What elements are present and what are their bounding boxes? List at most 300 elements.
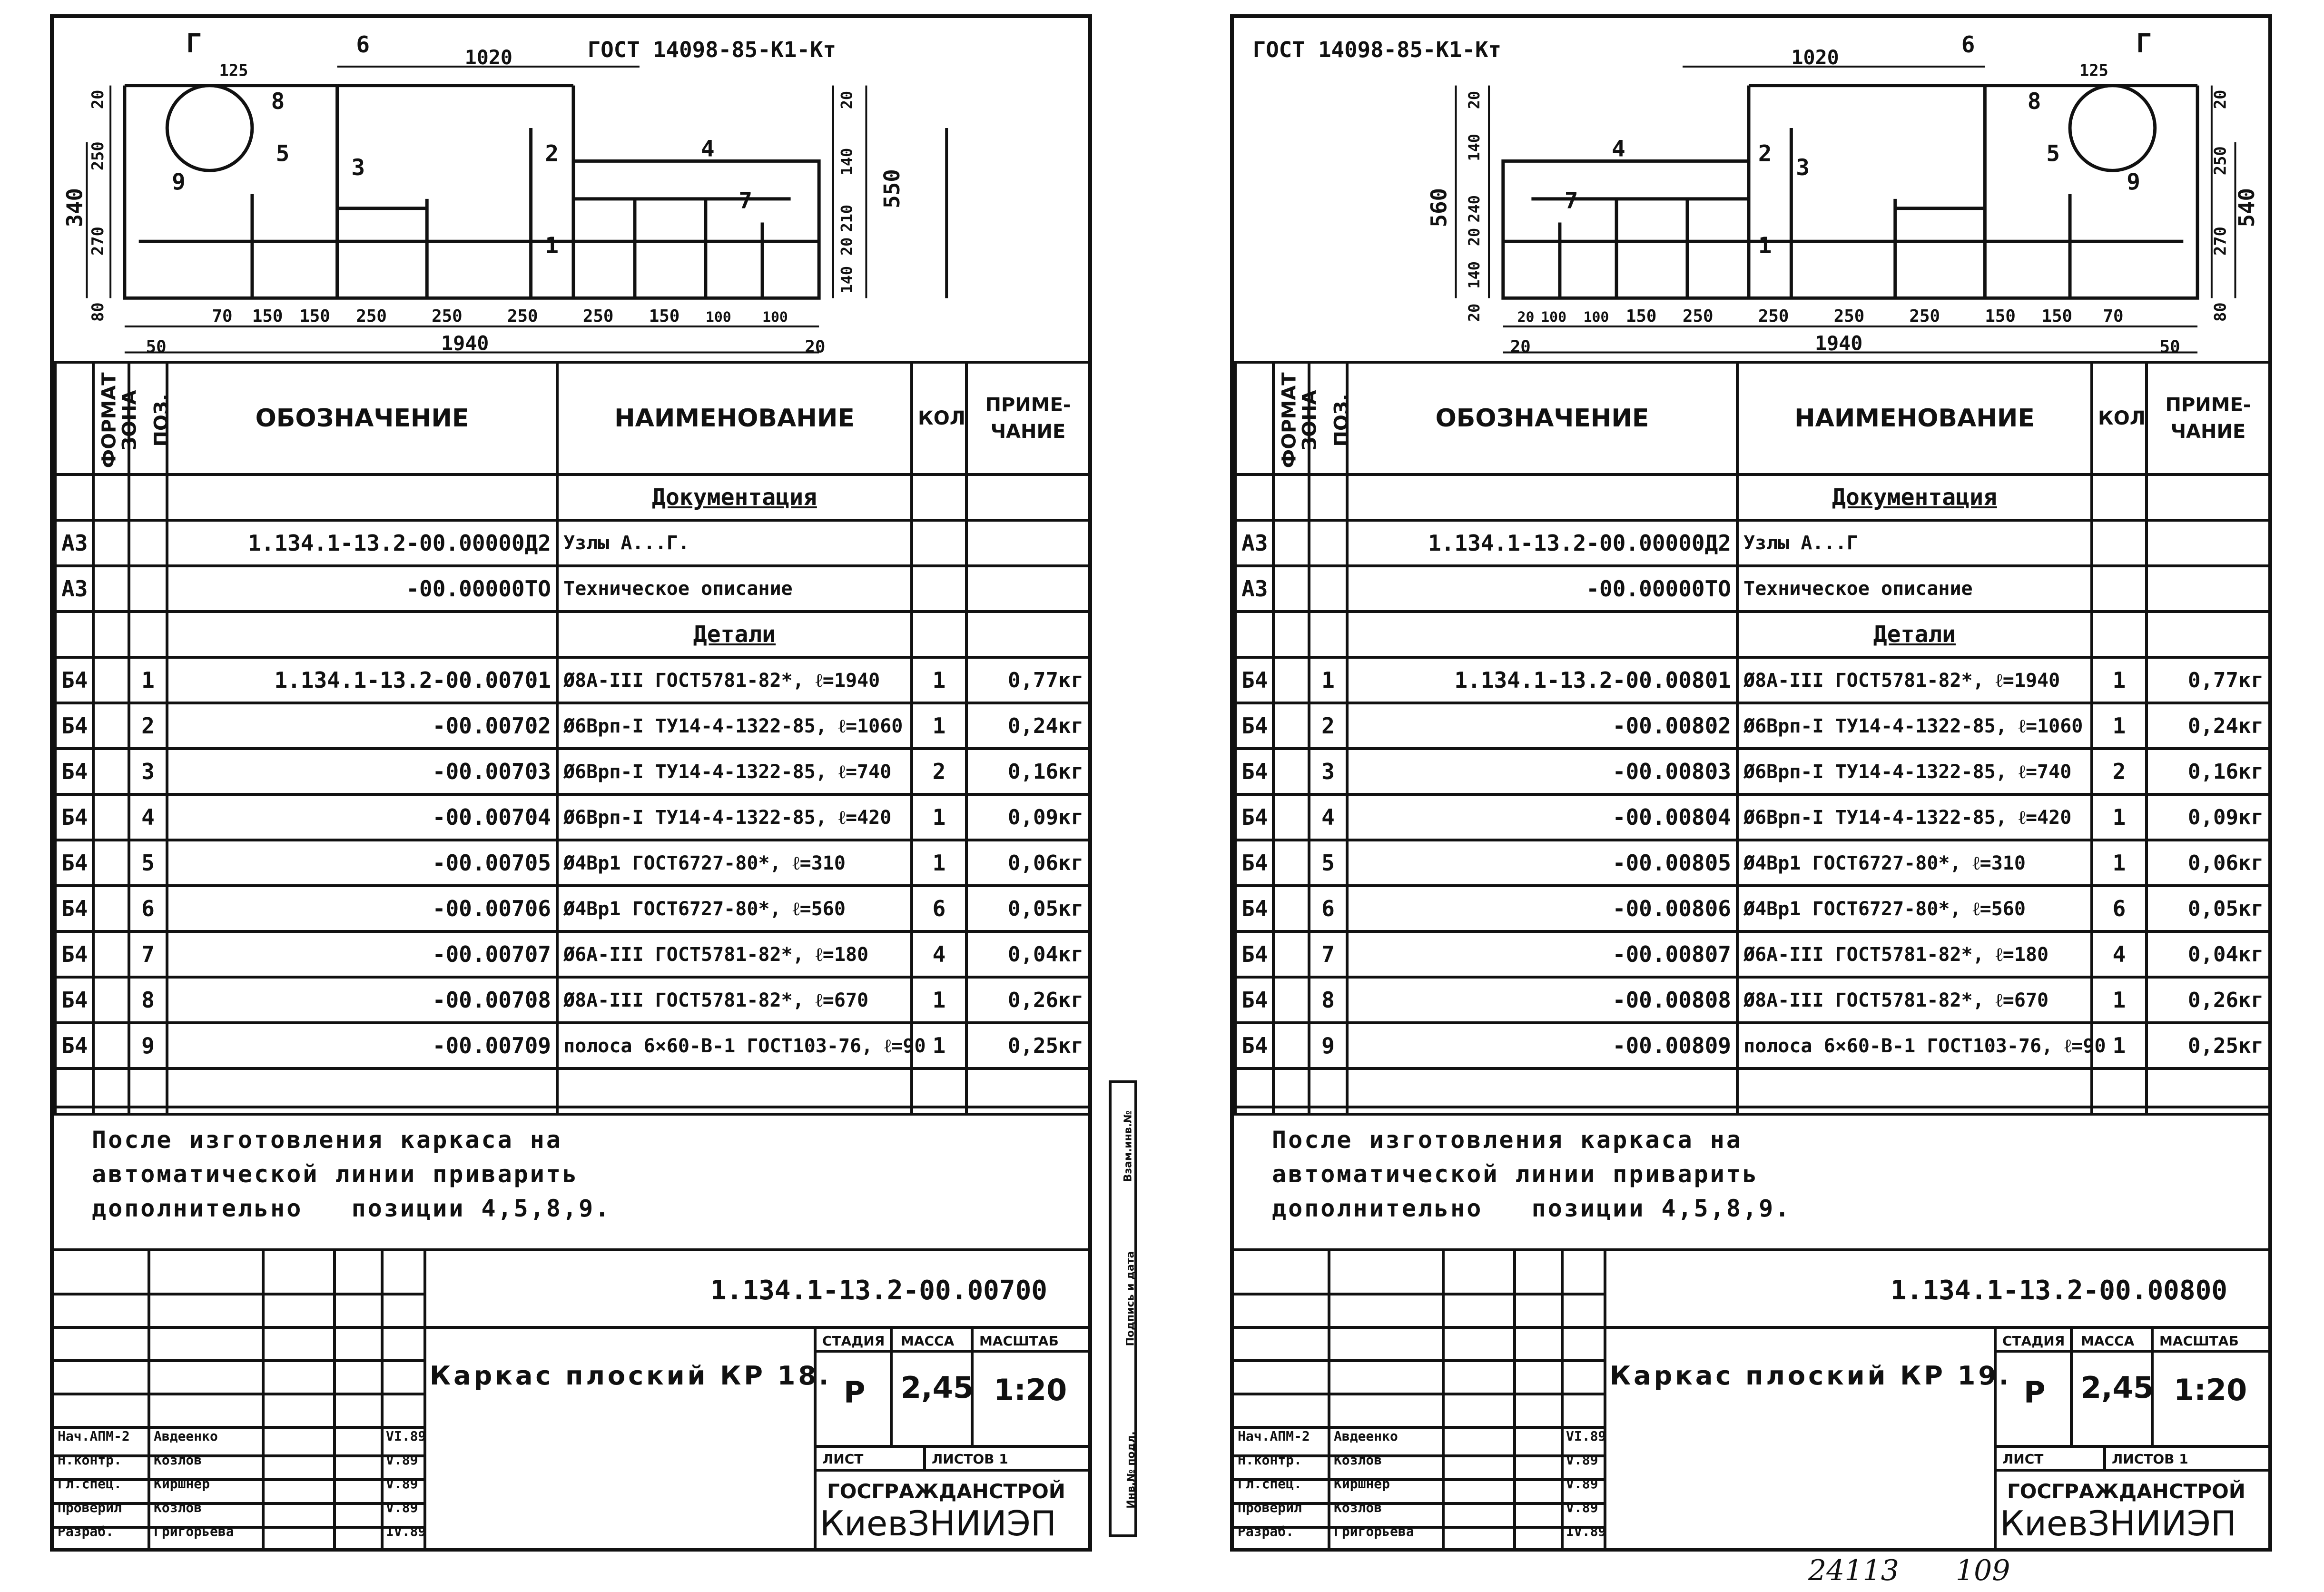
signer-role: Проверил: [1238, 1500, 1302, 1515]
table-row: [55, 794, 1090, 840]
stamp-label: Подпись и дата: [1124, 1251, 1137, 1346]
signer-date: V.89: [1566, 1452, 1598, 1468]
cell-note: 0,05кг: [966, 886, 1090, 931]
signer-role: Гл.спец.: [1238, 1476, 1302, 1492]
cell-count: [2092, 612, 2147, 657]
cell-name: Ø6Врп-I ТУ14-4-1322-85, ℓ=740: [557, 749, 912, 794]
table-header-row: [1235, 362, 2270, 475]
signer-name: Авдеенко: [154, 1428, 218, 1444]
dim-bottom: 250: [1758, 306, 1789, 326]
table-row: [1235, 703, 2270, 749]
signer-date: V.89: [386, 1500, 418, 1515]
table-row: [55, 840, 1090, 886]
dim-20: 20: [805, 337, 826, 357]
dim-right: 20: [838, 91, 856, 109]
cell-name: полоса 6×60-В-1 ГОСТ103-76, ℓ=90: [1737, 1023, 2092, 1068]
cell-position: 5: [129, 840, 167, 886]
cell-count: [912, 520, 966, 566]
dim-bottom: 150: [1625, 306, 1657, 326]
cell-position: 8: [1309, 977, 1347, 1023]
specification-table: [54, 361, 1091, 1116]
cell-name: Техническое описание: [557, 566, 912, 612]
cell-count: [2092, 475, 2147, 520]
cell-note: 0,04кг: [966, 931, 1090, 977]
cell-count: [2092, 520, 2147, 566]
dim-bottom: 100: [705, 308, 731, 326]
dim-125: 125: [2079, 61, 2108, 80]
cell-designation: -00.00808: [1347, 977, 1737, 1023]
cell-designation: -00.00707: [167, 931, 557, 977]
cell-designation: -00.00809: [1347, 1023, 1737, 1068]
dim-bottom: 250: [356, 306, 387, 326]
cell-position: 2: [129, 703, 167, 749]
cell-name: Ø8А-III ГОСТ5781-82*, ℓ=670: [557, 977, 912, 1023]
dim-top-length: 1020: [1791, 45, 1839, 69]
header-count: КОЛ: [912, 362, 966, 475]
cell-format: Б4: [1235, 977, 1273, 1023]
cell-format: [1235, 475, 1273, 520]
position-number: 8: [2027, 89, 2041, 115]
dim-height-left: 340: [62, 188, 88, 227]
dim-bottom: 150: [299, 306, 330, 326]
cell-count: 1: [912, 794, 966, 840]
cell-zone: [93, 566, 129, 612]
position-number: 4: [700, 136, 715, 162]
table-row: [55, 749, 1090, 794]
signer-name: Григорьева: [154, 1523, 234, 1539]
cell-format: Б4: [1235, 1023, 1273, 1068]
cell-note: 0,06кг: [966, 840, 1090, 886]
signer-role: Разраб.: [1238, 1523, 1294, 1539]
header-designation: ОБОЗНАЧЕНИЕ: [1347, 362, 1737, 475]
title-block: [54, 1248, 1088, 1548]
signer-name: Козлов: [1334, 1500, 1382, 1515]
dim-right: 140: [838, 148, 856, 176]
dim-left: 270: [89, 227, 108, 256]
cell-name: Ø6Врп-I ТУ14-4-1322-85, ℓ=420: [557, 794, 912, 840]
signer-date: V.89: [386, 1476, 418, 1492]
cell-name: Ø6Врп-I ТУ14-4-1322-85, ℓ=740: [1737, 749, 2092, 794]
table-row: [1235, 977, 2270, 1023]
position-number: 6: [356, 32, 370, 59]
institute: КиевЗНИИЭП: [2000, 1503, 2237, 1543]
table-row: [1235, 886, 2270, 931]
cell-position: 4: [129, 794, 167, 840]
signer-role: Н.контр.: [58, 1452, 122, 1468]
cell-name: Ø6Врп-I ТУ14-4-1322-85, ℓ=1060: [557, 703, 912, 749]
cell-name: Ø4Вр1 ГОСТ6727-80*, ℓ=560: [557, 886, 912, 931]
document-code: 1.134.1-13.2-00.00700: [710, 1275, 1048, 1306]
cell-zone: [93, 1023, 129, 1068]
cell-note: 0,05кг: [2147, 886, 2270, 931]
specification-body: [1235, 475, 2270, 1114]
frame-elevation: [54, 18, 1088, 361]
cell-count: 2: [2092, 749, 2147, 794]
dim-bottom: 70: [212, 306, 233, 326]
cell-note: 0,24кг: [2147, 703, 2270, 749]
signer-date: IV.89: [1566, 1523, 1606, 1539]
sheets-label: ЛИСТОВ 1: [932, 1451, 1008, 1467]
cell-count: 1: [2092, 657, 2147, 703]
cell-position: [129, 612, 167, 657]
cell-name: Ø6Врп-I ТУ14-4-1322-85, ℓ=420: [1737, 794, 2092, 840]
stage-label: СТАДИЯ: [822, 1333, 885, 1349]
cell-count: [912, 566, 966, 612]
dim-left: 240: [1466, 195, 1484, 223]
signer-date: VI.89: [1566, 1428, 1606, 1444]
header-note: ПРИМЕ- ЧАНИЕ: [966, 362, 1090, 475]
stage-value: Р: [844, 1375, 866, 1410]
signer-name: Григорьева: [1334, 1523, 1414, 1539]
cell-note: [2147, 566, 2270, 612]
cell-zone: [1273, 520, 1309, 566]
cell-count: 4: [2092, 931, 2147, 977]
table-row: [1235, 1023, 2270, 1068]
institute: КиевЗНИИЭП: [820, 1503, 1057, 1543]
cell-designation: -00.00702: [167, 703, 557, 749]
cell-designation: -00.00705: [167, 840, 557, 886]
cell-format: А3: [55, 566, 93, 612]
sheets-label: ЛИСТОВ 1: [2112, 1451, 2188, 1467]
cell-designation: [1347, 612, 1737, 657]
cell-note: 0,09кг: [2147, 794, 2270, 840]
cell-designation: -00.00805: [1347, 840, 1737, 886]
cell-name: Ø4Вр1 ГОСТ6727-80*, ℓ=310: [1737, 840, 2092, 886]
position-number: 2: [545, 140, 559, 167]
dim-height-left: 560: [1426, 188, 1452, 227]
dim-bottom: 100: [1541, 308, 1567, 326]
section-row: [55, 612, 1090, 657]
header-zone: ЗОНА: [93, 362, 129, 475]
dim-left: 140: [1466, 134, 1484, 161]
cell-note: 0,77кг: [2147, 657, 2270, 703]
cell-position: 8: [129, 977, 167, 1023]
cell-designation: -00.00804: [1347, 794, 1737, 840]
cell-zone: [93, 520, 129, 566]
cell-zone: [1273, 703, 1309, 749]
header-format: ФОРМАТ: [55, 362, 93, 475]
table-row: [55, 566, 1090, 612]
header-note: ПРИМЕ- ЧАНИЕ: [2147, 362, 2270, 475]
cell-designation: -00.00709: [167, 1023, 557, 1068]
dim-bottom: 250: [1833, 306, 1865, 326]
cell-format: [55, 612, 93, 657]
section-row: [1235, 475, 2270, 520]
cell-format: А3: [55, 520, 93, 566]
signer-role: Нач.АПМ-2: [1238, 1428, 1310, 1444]
cell-note: 0,04кг: [2147, 931, 2270, 977]
cell-zone: [93, 475, 129, 520]
cell-zone: [1273, 886, 1309, 931]
cell-position: 6: [1309, 886, 1347, 931]
cell-count: 1: [2092, 1023, 2147, 1068]
scale-value: 1:20: [994, 1373, 1067, 1407]
table-row: [55, 931, 1090, 977]
cell-zone: [93, 703, 129, 749]
cell-zone: [93, 840, 129, 886]
document-title: Каркас плоский КР 19.: [1610, 1361, 2012, 1391]
gost-label: ГОСТ 14098-85-К1-Кт: [1252, 37, 1501, 63]
cell-designation: -00.00807: [1347, 931, 1737, 977]
cell-note: [2147, 612, 2270, 657]
cell-name: Документация: [557, 475, 912, 520]
table-row: [1235, 749, 2270, 794]
cell-designation: -00.00706: [167, 886, 557, 931]
cell-position: 3: [129, 749, 167, 794]
signer-name: Козлов: [1334, 1452, 1382, 1468]
specification-table: [1234, 361, 2271, 1116]
cell-position: [129, 520, 167, 566]
fabrication-note: После изготовления каркаса на автоматической линии приварить дополнительно позиции 4,5,8,9.: [1272, 1126, 1792, 1222]
table-row: [55, 703, 1090, 749]
position-number: 3: [351, 155, 365, 181]
cell-name: полоса 6×60-В-1 ГОСТ103-76, ℓ=90: [557, 1023, 912, 1068]
cell-format: Б4: [1235, 931, 1273, 977]
organization: ГОСГРАЖДАНСТРОЙ: [827, 1480, 1065, 1503]
cell-count: 1: [912, 703, 966, 749]
dim-bottom: 20: [1517, 308, 1535, 326]
stage-value: Р: [2024, 1375, 2046, 1410]
cell-count: 1: [2092, 794, 2147, 840]
cell-zone: [93, 657, 129, 703]
cell-format: Б4: [55, 794, 93, 840]
cell-count: 1: [912, 977, 966, 1023]
cell-note: 0,06кг: [2147, 840, 2270, 886]
cell-designation: -00.00803: [1347, 749, 1737, 794]
table-row: [55, 520, 1090, 566]
cell-format: Б4: [55, 657, 93, 703]
stamp-label: Инв.№ подл.: [1125, 1431, 1137, 1509]
dim-20: 20: [1510, 337, 1531, 357]
dim-left: 20: [1466, 227, 1484, 247]
cell-position: 1: [129, 657, 167, 703]
dim-bottom: 250: [582, 306, 614, 326]
node-label: Г: [186, 28, 202, 59]
sheet-label: ЛИСТ: [2002, 1451, 2044, 1467]
fabrication-note: После изготовления каркаса на автоматической линии приварить дополнительно позиции 4,5,8,9.: [92, 1126, 611, 1222]
position-number: 7: [1564, 188, 1578, 214]
cell-format: Б4: [55, 977, 93, 1023]
dim-height-right: 540: [2234, 188, 2260, 227]
cell-note: 0,26кг: [2147, 977, 2270, 1023]
cell-position: [1309, 475, 1347, 520]
cell-designation: -00.00802: [1347, 703, 1737, 749]
cell-position: [1309, 612, 1347, 657]
cell-position: [1309, 520, 1347, 566]
dim-left: 140: [1466, 261, 1484, 289]
position-number: 9: [172, 169, 186, 196]
cell-designation: 1.134.1-13.2-00.00000Д2: [1347, 520, 1737, 566]
cell-name: Ø4Вр1 ГОСТ6727-80*, ℓ=560: [1737, 886, 2092, 931]
cell-designation: 1.134.1-13.2-00.00000Д2: [167, 520, 557, 566]
cell-note: 0,24кг: [966, 703, 1090, 749]
header-name: НАИМЕНОВАНИЕ: [1737, 362, 2092, 475]
dim-right: 140: [838, 266, 856, 294]
dim-bottom: 250: [507, 306, 538, 326]
cell-designation: -00.00704: [167, 794, 557, 840]
cell-name: Ø8А-III ГОСТ5781-82*, ℓ=670: [1737, 977, 2092, 1023]
stamp-label: Взам.инв.№: [1122, 1110, 1134, 1182]
signer-date: IV.89: [386, 1523, 426, 1539]
cell-name: Техническое описание: [1737, 566, 2092, 612]
cell-position: 2: [1309, 703, 1347, 749]
document-code: 1.134.1-13.2-00.00800: [1891, 1275, 2228, 1306]
cell-name: Узлы А...Г.: [557, 520, 912, 566]
dim-top-length: 1020: [464, 45, 513, 69]
header-pos: ПОЗ.: [1309, 362, 1347, 475]
cell-count: 6: [912, 886, 966, 931]
cell-format: Б4: [1235, 703, 1273, 749]
cell-position: 5: [1309, 840, 1347, 886]
cell-zone: [1273, 1023, 1309, 1068]
signer-role: Разраб.: [58, 1523, 114, 1539]
frame-elevation: [1234, 18, 2268, 361]
header-designation: ОБОЗНАЧЕНИЕ: [167, 362, 557, 475]
cell-note: 0,26кг: [966, 977, 1090, 1023]
signer-role: Нач.АПМ-2: [58, 1428, 130, 1444]
cell-zone: [1273, 475, 1309, 520]
dim-right: 80: [2211, 302, 2230, 322]
cell-designation: -00.00000ТО: [1347, 566, 1737, 612]
table-header-row: [55, 362, 1090, 475]
position-number: 8: [271, 89, 285, 115]
scale-label: МАСШТАБ: [979, 1333, 1059, 1349]
cell-zone: [93, 749, 129, 794]
stage-label: СТАДИЯ: [2002, 1333, 2065, 1349]
signer-name: Козлов: [154, 1452, 202, 1468]
table-row: [1235, 520, 2270, 566]
cell-format: Б4: [55, 840, 93, 886]
cell-position: 9: [1309, 1023, 1347, 1068]
cell-format: [55, 475, 93, 520]
table-row: [55, 657, 1090, 703]
cell-format: Б4: [55, 886, 93, 931]
dim-125: 125: [219, 61, 248, 80]
cell-format: Б4: [55, 703, 93, 749]
cell-designation: [167, 475, 557, 520]
cell-position: 4: [1309, 794, 1347, 840]
signer-name: Авдеенко: [1334, 1428, 1398, 1444]
mass-value: 2,45: [2081, 1370, 2154, 1405]
approval-stamp: [1109, 1080, 1137, 1537]
position-number: 9: [2127, 169, 2140, 196]
cell-count: 4: [912, 931, 966, 977]
cell-zone: [1273, 977, 1309, 1023]
signer-date: V.89: [1566, 1500, 1598, 1515]
cell-format: Б4: [1235, 749, 1273, 794]
gost-label: ГОСТ 14098-85-К1-Кт: [587, 37, 837, 63]
cell-position: [129, 566, 167, 612]
cell-format: Б4: [1235, 657, 1273, 703]
dim-bottom: 150: [1985, 306, 2016, 326]
cell-designation: -00.00000ТО: [167, 566, 557, 612]
cell-zone: [1273, 749, 1309, 794]
position-number: 3: [1796, 155, 1810, 181]
dim-left: 80: [89, 302, 108, 322]
signer-date: V.89: [1566, 1476, 1598, 1492]
position-number: 5: [276, 140, 290, 167]
cell-count: 1: [912, 840, 966, 886]
document-title: Каркас плоский КР 18.: [430, 1361, 832, 1391]
dim-left: 20: [89, 89, 108, 109]
dim-left: 250: [89, 141, 108, 171]
cell-name: Документация: [1737, 475, 2092, 520]
signer-date: VI.89: [386, 1428, 426, 1444]
cell-note: [2147, 520, 2270, 566]
table-row: [55, 977, 1090, 1023]
drawing-sheet-left: [50, 14, 1092, 1552]
cell-name: Детали: [557, 612, 912, 657]
cell-position: [129, 475, 167, 520]
cell-format: А3: [1235, 520, 1273, 566]
mass-value: 2,45: [901, 1370, 974, 1405]
album-number: 24113: [1808, 1554, 1899, 1587]
table-row: [1235, 657, 2270, 703]
cell-format: [1235, 612, 1273, 657]
dim-height-right: 550: [879, 169, 905, 208]
dim-bottom: 250: [1683, 306, 1713, 326]
cell-format: Б4: [55, 749, 93, 794]
signer-name: Киршнер: [1334, 1476, 1390, 1492]
dim-overall-length: 1940: [1815, 331, 1863, 355]
position-number: 4: [1612, 136, 1625, 162]
cell-zone: [1273, 840, 1309, 886]
dim-bottom: 250: [432, 306, 463, 326]
cell-position: 7: [129, 931, 167, 977]
signer-role: Гл.спец.: [58, 1476, 122, 1492]
position-number: 1: [545, 233, 559, 259]
dim-overall-length: 1940: [441, 331, 489, 355]
header-zone: ЗОНА: [1273, 362, 1309, 475]
dim-50: 50: [146, 337, 167, 357]
cell-position: [1309, 566, 1347, 612]
frame-drawing: [54, 18, 1088, 361]
cell-position: 1: [1309, 657, 1347, 703]
position-number: 2: [1758, 140, 1772, 167]
dim-bottom: 100: [1583, 308, 1609, 326]
position-number: 7: [739, 188, 753, 214]
cell-format: А3: [1235, 566, 1273, 612]
dim-right: 20: [2211, 89, 2230, 109]
cell-count: 1: [2092, 703, 2147, 749]
dim-bottom: 150: [649, 306, 680, 326]
cell-name: Ø6А-III ГОСТ5781-82*, ℓ=180: [1737, 931, 2092, 977]
table-row: [1235, 794, 2270, 840]
dim-right: 250: [2211, 146, 2230, 176]
cell-count: 1: [2092, 840, 2147, 886]
cell-zone: [93, 886, 129, 931]
cell-format: Б4: [55, 1023, 93, 1068]
cell-zone: [1273, 566, 1309, 612]
cell-designation: -00.00806: [1347, 886, 1737, 931]
dim-right: 210: [838, 204, 856, 232]
header-format: ФОРМАТ: [1235, 362, 1273, 475]
cell-count: 1: [912, 657, 966, 703]
dim-bottom: 100: [762, 308, 788, 326]
cell-format: Б4: [1235, 886, 1273, 931]
dim-50: 50: [2159, 337, 2180, 357]
cell-zone: [93, 977, 129, 1023]
dim-bottom: 70: [2103, 306, 2124, 326]
cell-note: [966, 566, 1090, 612]
signer-role: Проверил: [58, 1500, 122, 1515]
cell-note: 0,77кг: [966, 657, 1090, 703]
cell-zone: [1273, 794, 1309, 840]
position-number: 5: [2046, 140, 2060, 167]
dim-bottom: 150: [2041, 306, 2073, 326]
mass-label: МАССА: [901, 1333, 955, 1349]
cell-name: Ø8А-III ГОСТ5781-82*, ℓ=1940: [557, 657, 912, 703]
